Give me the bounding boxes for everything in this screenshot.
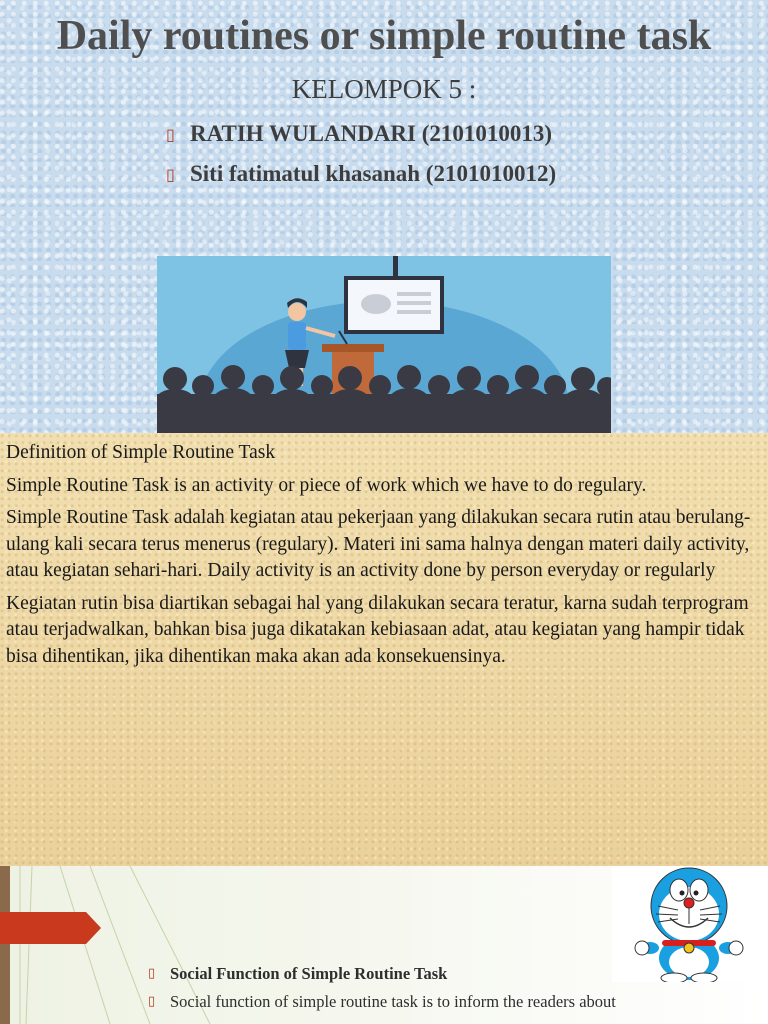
doraemon-character-icon <box>612 866 768 982</box>
definition-heading: Definition of Simple Routine Task <box>6 442 276 463</box>
slide-title <box>0 0 768 433</box>
list-item: ▯ Social function of simple routine task is to inform the readers about <box>148 992 616 1011</box>
slide-definition <box>0 433 768 866</box>
member-name: Siti fatimatul khasanah (2101010012) <box>190 161 557 186</box>
ceiling-pole <box>393 256 398 278</box>
member-list <box>166 116 556 196</box>
bullet-icon: ▯ <box>166 124 175 144</box>
member-item <box>166 116 556 152</box>
group-label: KELOMPOK 5 : <box>291 74 477 104</box>
bullet-icon: ▯ <box>148 994 156 1009</box>
arrow-banner-icon <box>0 912 101 944</box>
slide-title-heading: Daily routines or simple routine task <box>56 13 712 59</box>
definition-paragraph: Simple Routine Task adalah kegiatan atau pekerjaan yang dilakukan secara rutin atau berulang-ulang kali secara terus menerus (regulary). Materi ini sama halnya dengan materi daily activity, atau kegiatan sehari-hari. Daily activity is an activity done by person everyday or regularly <box>6 507 751 581</box>
member-item <box>166 156 556 192</box>
member-name: RATIH WULANDARI (2101010013) <box>190 121 553 146</box>
definition-paragraph: Simple Routine Task is an activity or piece of work which we have to do regulary. <box>6 474 647 496</box>
social-function-list <box>148 964 616 1020</box>
podium-top <box>322 344 384 352</box>
bullet-icon: ▯ <box>166 164 175 184</box>
slide-social-function <box>0 866 768 1024</box>
list-item: ▯ Social Function of Simple Routine Task <box>148 964 448 983</box>
bullet-icon: ▯ <box>148 966 156 981</box>
presentation-illustration <box>157 256 611 433</box>
definition-paragraph: Kegiatan rutin bisa diartikan sebagai hal yang dilakukan secara teratur, karna sudah terprogram atau terjadwalkan, bahkan bisa juga dikatakan kebiasaan adat, atau kegiatan yang hampir tidak bisa dihentikan, jika dihentikan maka akan ada konsekuensinya. <box>6 592 749 667</box>
